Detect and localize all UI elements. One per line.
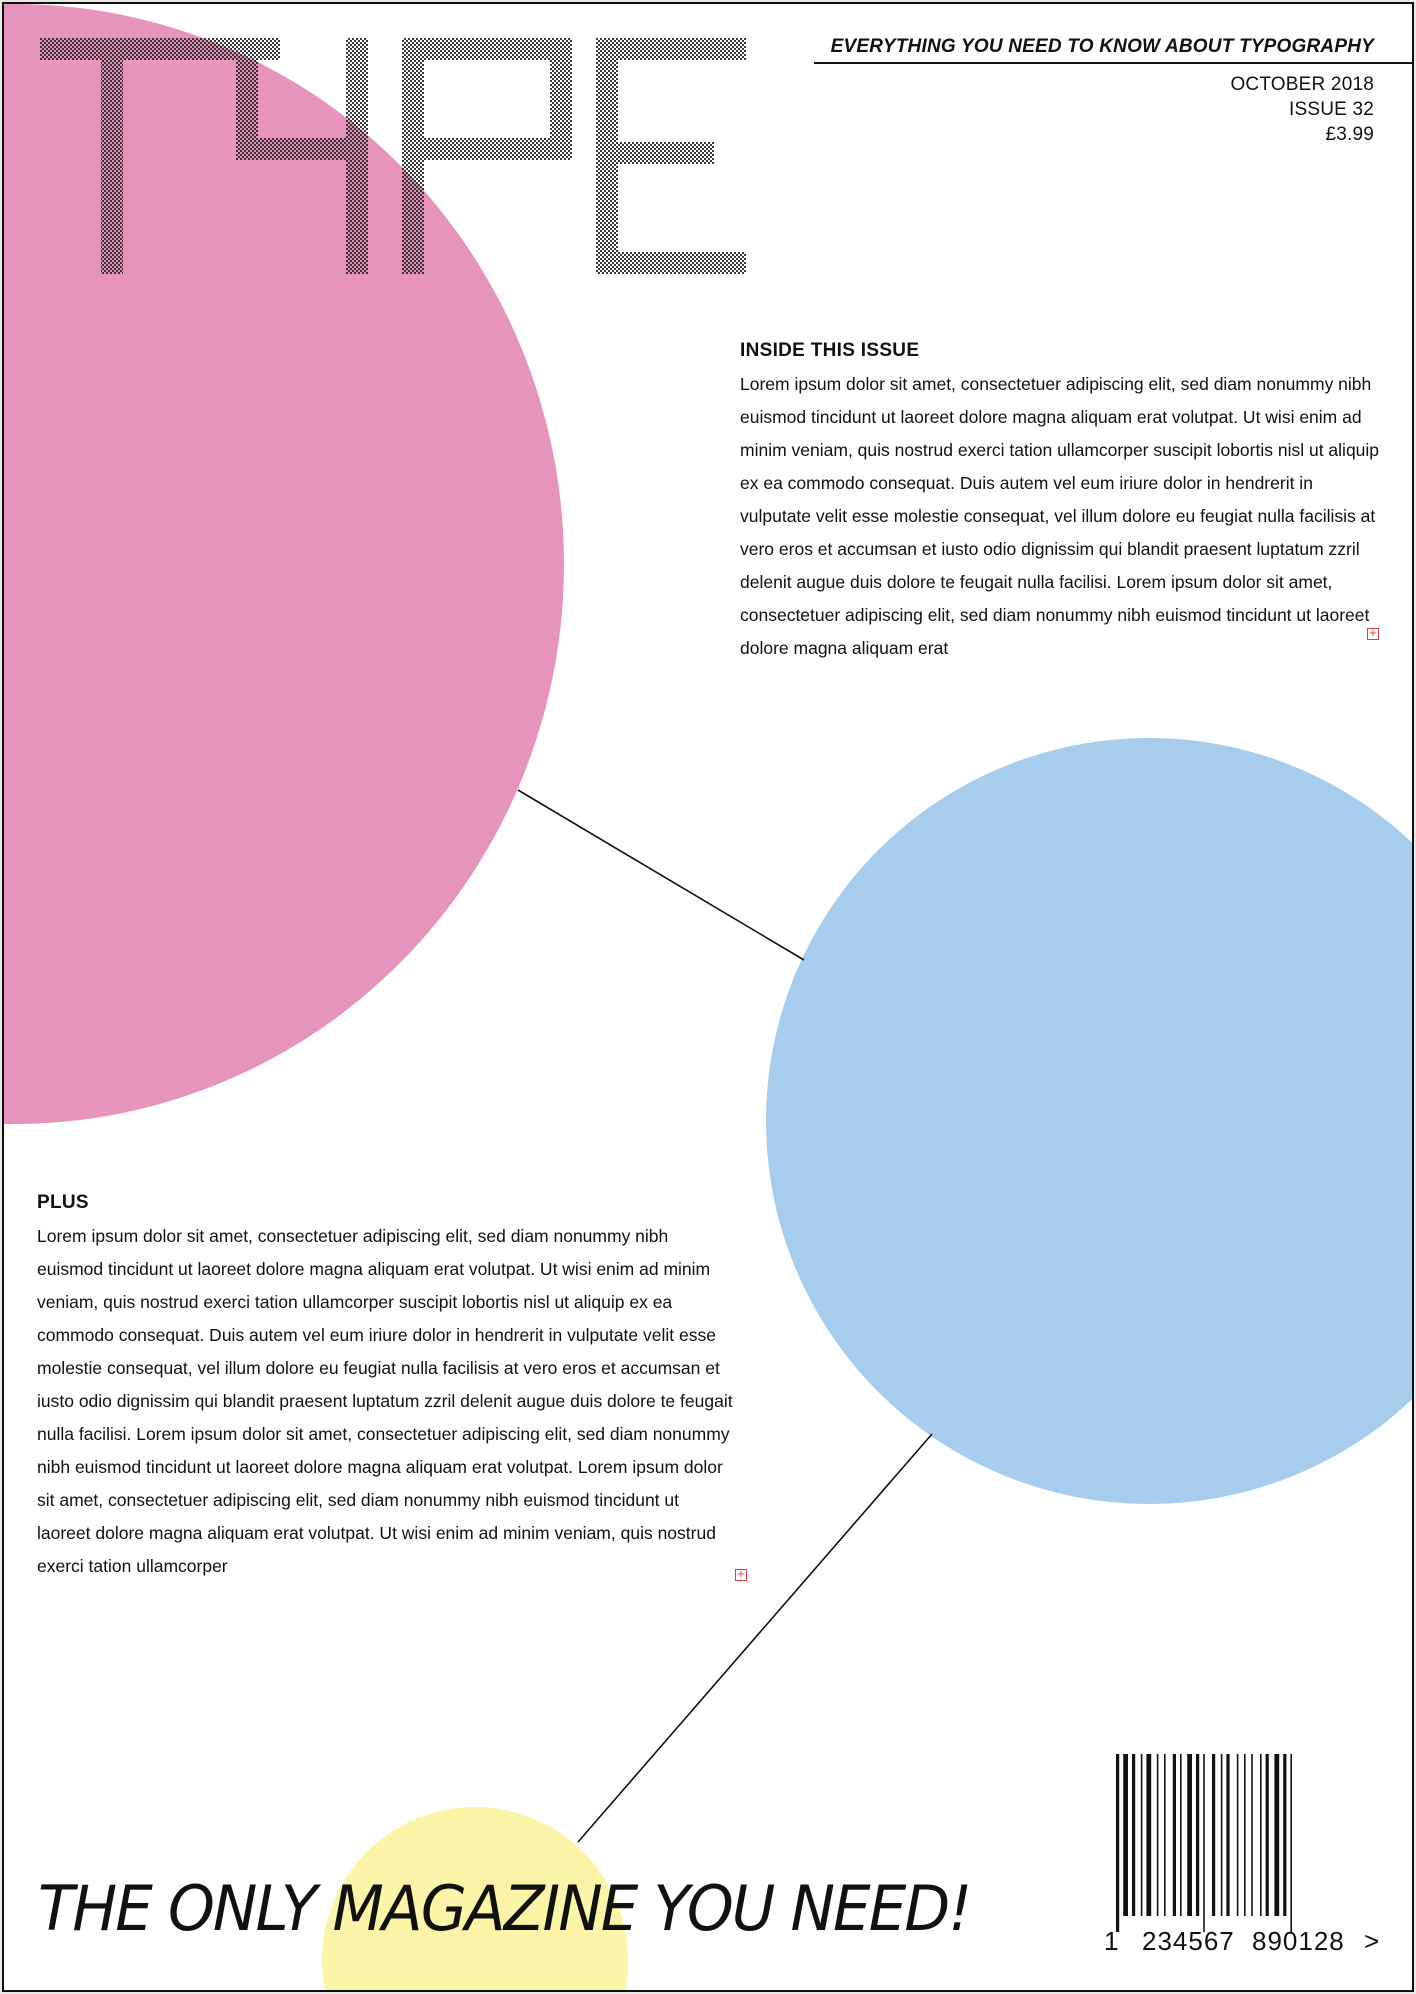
inside-body-text: Lorem ipsum dolor sit amet, consectetuer adipiscing elit, sed diam nonummy nibh euismod tincidunt ut laoreet dolore magna aliquam erat volutpat. Ut wisi enim ad minim veniam, quis nostrud exerci tation ullamcorper suscipit lobortis nisl ut aliquip ex ea commodo consequat. Duis autem vel eum iriure dolor in hendrerit in vulputate velit esse molestie consequat, vel illum dolore eu feugiat nulla facilisis at vero eros et accumsan et iusto odio dignissim qui blandit praesent luptatum zzril delenit augue duis dolore te feugait nulla facilisi. Lorem ipsum dolor sit amet, consectetuer adipiscing elit, sed diam nonummy nibh euismod tincidunt ut laoreet dolore magna aliquam erat	[740, 374, 1380, 658]
barcode-bar	[1283, 1754, 1286, 1916]
issue-date: OCTOBER 2018	[1230, 74, 1374, 95]
barcode-bar	[1244, 1754, 1246, 1916]
header-info	[814, 36, 1374, 147]
barcode-bar	[1237, 1754, 1239, 1916]
barcode-bar	[1132, 1754, 1135, 1916]
barcode-bar	[1196, 1754, 1199, 1916]
masthead-logo	[40, 38, 750, 278]
plus-body-text: Lorem ipsum dolor sit amet, consectetuer adipiscing elit, sed diam nonummy nibh euismod tincidunt ut laoreet dolore magna aliquam erat volutpat. Ut wisi enim ad minim veniam, quis nostrud exerci tation ullamcorper suscipit lobortis nisl ut aliquip ex ea commodo consequat. Duis autem vel eum iriure dolor in hendrerit in vulputate velit esse molestie consequat, vel illum dolore eu feugiat nulla facilisis at vero eros et accumsan et iusto odio dignissim qui blandit praesent luptatum zzril delenit augue duis dolore te feugait nulla facilisi. Lorem ipsum dolor sit amet, consectetuer adipiscing elit, sed diam nonummy nibh euismod tincidunt ut laoreet dolore magna aliquam erat volutpat. Lorem ipsum dolor sit amet, consectetuer adipiscing elit, sed diam nonummy nibh euismod tincidunt ut laoreet dolore magna aliquam erat volutpat. Ut wisi enim ad minim veniam, quis nostrud exerci tation ullamcorper	[37, 1226, 733, 1576]
barcode-bar	[1123, 1754, 1128, 1916]
price: £3.99	[1325, 124, 1374, 145]
text-overflow-icon[interactable]: +	[736, 1569, 746, 1580]
text-overflow-icon[interactable]: +	[1368, 628, 1378, 639]
connector-line-pink-blue	[518, 790, 804, 960]
barcode-bars	[1116, 1754, 1292, 1932]
inside-this-issue-section	[740, 340, 1380, 665]
barcode-bar	[1141, 1754, 1143, 1916]
barcode-bar	[1251, 1754, 1253, 1916]
barcode-bar	[1221, 1754, 1223, 1916]
plus-heading: PLUS	[37, 1192, 89, 1213]
barcode-bar	[1173, 1754, 1176, 1916]
tagline: EVERYTHING YOU NEED TO KNOW ABOUT TYPOGRAPHY	[814, 36, 1412, 64]
barcode-bar	[1187, 1754, 1192, 1916]
barcode-bar	[1260, 1754, 1262, 1916]
barcode-bar	[1203, 1754, 1205, 1932]
barcode-bar	[1274, 1754, 1279, 1916]
barcode	[1104, 1754, 1384, 1954]
plus-section	[37, 1192, 737, 1583]
barcode-left-group: 234567	[1142, 1926, 1235, 1954]
barcode-bar	[1146, 1754, 1151, 1916]
barcode-bar	[1157, 1754, 1159, 1916]
barcode-bar	[1180, 1754, 1182, 1916]
issue-number: ISSUE 32	[1288, 99, 1374, 120]
magazine-cover	[2, 2, 1414, 1992]
barcode-bar	[1164, 1754, 1166, 1916]
barcode-bar	[1266, 1754, 1269, 1916]
barcode-bar	[1226, 1754, 1229, 1916]
barcode-bar	[1290, 1754, 1292, 1932]
barcode-bar	[1212, 1754, 1215, 1916]
barcode-first-digit: 1	[1104, 1926, 1119, 1954]
connector-lines	[4, 4, 1412, 1990]
inside-heading: INSIDE THIS ISSUE	[740, 340, 920, 361]
cover-slogan: THE ONLY MAGAZINE YOU NEED!	[38, 1872, 971, 1945]
barcode-right-group: 890128	[1252, 1926, 1345, 1954]
barcode-bar	[1116, 1754, 1119, 1932]
barcode-end-mark: >	[1364, 1926, 1380, 1954]
